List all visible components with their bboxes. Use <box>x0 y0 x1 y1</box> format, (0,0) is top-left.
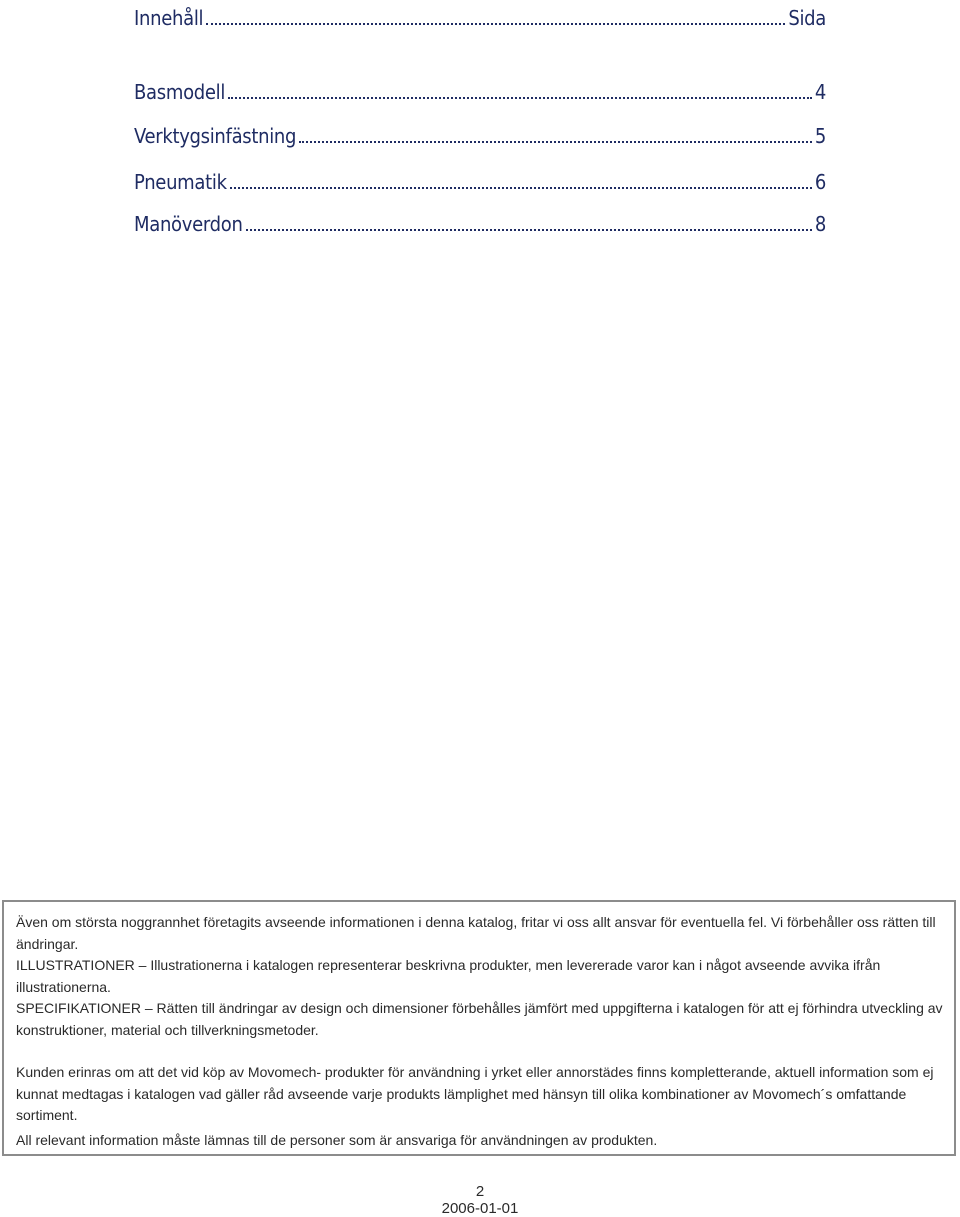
toc-entry-label: Pneumatik <box>134 170 227 194</box>
toc-entry-manoverdon[interactable] <box>134 206 826 236</box>
footer-date: 2006-01-01 <box>441 1200 519 1217</box>
disclaimer-line-accuracy: Även om största noggrannhet företagits avseende informationen i denna katalog, fritar vi oss allt ansvar för eventuella fel. Vi förbehåller oss rätten till ändringar. <box>16 914 936 952</box>
toc-header <box>134 0 826 30</box>
disclaimer-line-illustrations: ILLUSTRATIONER – Illustrationerna i katalogen representerar beskrivna produkter, men levererade varor kan i något avseende avvika ifrån illustrationerna. <box>16 957 881 995</box>
toc-header-label: Innehåll <box>134 6 204 30</box>
toc-leader-dots <box>230 187 812 189</box>
toc-entry-verktygsinfastning[interactable] <box>134 118 826 148</box>
toc-entry-label: Verktygsinfästning <box>134 124 297 148</box>
toc-leader-dots <box>246 229 812 231</box>
toc-entry-label: Manöverdon <box>134 212 243 236</box>
page-number: 2 <box>475 1183 485 1200</box>
disclaimer-line-specifications: SPECIFIKATIONER – Rätten till ändringar av design och dimensioner förbehålles jämfört med uppgifterna i katalogen för att ej förhindra utveckling av konstruktioner, material och tillverkningsmetoder. <box>16 1000 943 1038</box>
toc-entry-page: 4 <box>814 80 826 104</box>
toc-entry-label: Basmodell <box>134 80 226 104</box>
toc-entry-page: 6 <box>814 170 826 194</box>
toc-entry-page: 5 <box>814 124 826 148</box>
toc-header-page-label: Sida <box>788 6 826 30</box>
toc-leader-dots <box>299 141 812 143</box>
toc-entry-page: 8 <box>814 212 826 236</box>
disclaimer-paragraph <box>16 912 946 1041</box>
disclaimer-box <box>2 900 956 1156</box>
toc-leader-dots <box>206 23 785 25</box>
customer-notice-text: Kunden erinras om att det vid köp av Movomech- produkter för användning i yrket eller annorstädes finns kompletterande, aktuell information som ej kunnat medtagas i katalogen vad gäller råd avseende varje produkts lämplighet med hänsyn till olika kombinationer av Movomech´s omfattande sortiment. <box>16 1064 934 1123</box>
relevant-info-text: All relevant information måste lämnas till de personer som är ansvariga för användningen av produkten. <box>16 1132 658 1148</box>
toc-entry-basmodell[interactable] <box>134 74 826 104</box>
toc-leader-dots <box>228 97 812 99</box>
toc-entry-pneumatik[interactable] <box>134 164 826 194</box>
